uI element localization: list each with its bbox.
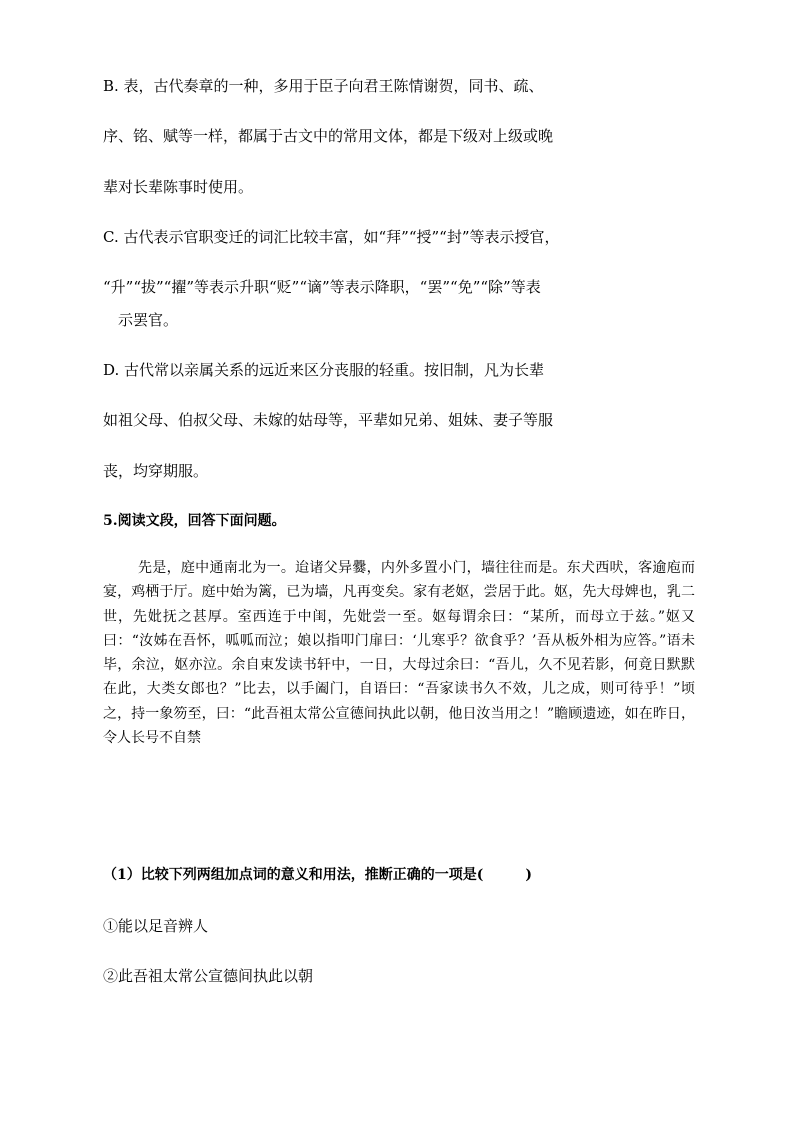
option-d-line-1: D. 古代常以亲属关系的远近来区分丧服的轻重。按旧制，凡为长辈 (103, 361, 545, 379)
question-5-title: 5.阅读文段，回答下面问题。 (103, 513, 286, 529)
option-d-line-3: 丧，均穿期服。 (103, 462, 209, 480)
sub-question-1-item-2: ②此吾祖太常公宣德间执此以朝 (103, 967, 314, 985)
option-c-line-2: “升”“拔”“擢”等表示升职“贬”“谪”等表示降职，“罢”“免”“除”等表 (103, 278, 541, 296)
option-b-line-3: 辈对长辈陈事时使用。 (103, 178, 254, 196)
option-b-line-1: B. 表，古代奏章的一种，多用于臣子向君王陈情谢贺，同书、疏、 (103, 77, 544, 95)
option-c-line-1: C. 古代表示官职变迁的词汇比较丰富，如“拜”“授”“封”等表示授官， (103, 228, 560, 246)
reading-passage: 先是，庭中通南北为一。迨诸父异爨，内外多置小门，墙往往而是。东犬西吠，客逾庖而宴，鸡栖于厅。庭中始为篱，已为墙，凡再变矣。家有老妪，尝居于此。妪，先大母婢也，乳二世，先妣抚之甚厚。室西连于中闺，先妣尝一至。妪每谓余曰：“某所，而母立于兹。”妪又曰：“汝姊在吾怀，呱呱而泣；娘以指叩门扉曰：‘儿寒乎？欲食乎？’吾从板外相为应答。”语未毕，余泣，妪亦泣。余自束发读书轩中，一日，大母过余曰：“吾儿，久不见若影，何竟日默默在此，大类女郎也？”比去，以手阖门，自语曰：“吾家读书久不效，儿之成，则可待乎！”顷之，持一象笏至，曰：“此吾祖太常公宣德间执此以朝，他日汝当用之！”瞻顾遗迹，如在昨日，令人长号不自禁 (103, 560, 695, 747)
option-d-line-2: 如祖父母、伯叔父母、未嫁的姑母等，平辈如兄弟、姐妹、妻子等服 (103, 411, 554, 429)
sub-question-1-stem: （1）比较下列两组加点词的意义和用法，推断正确的一项是( ) (103, 867, 532, 883)
option-c-line-3: 示罢官。 (118, 311, 179, 329)
sub-question-1-item-1: ①能以足音辨人 (103, 917, 209, 935)
option-b-line-2: 序、铭、赋等一样，都属于古文中的常用文体，都是下级对上级或晚 (103, 127, 554, 145)
